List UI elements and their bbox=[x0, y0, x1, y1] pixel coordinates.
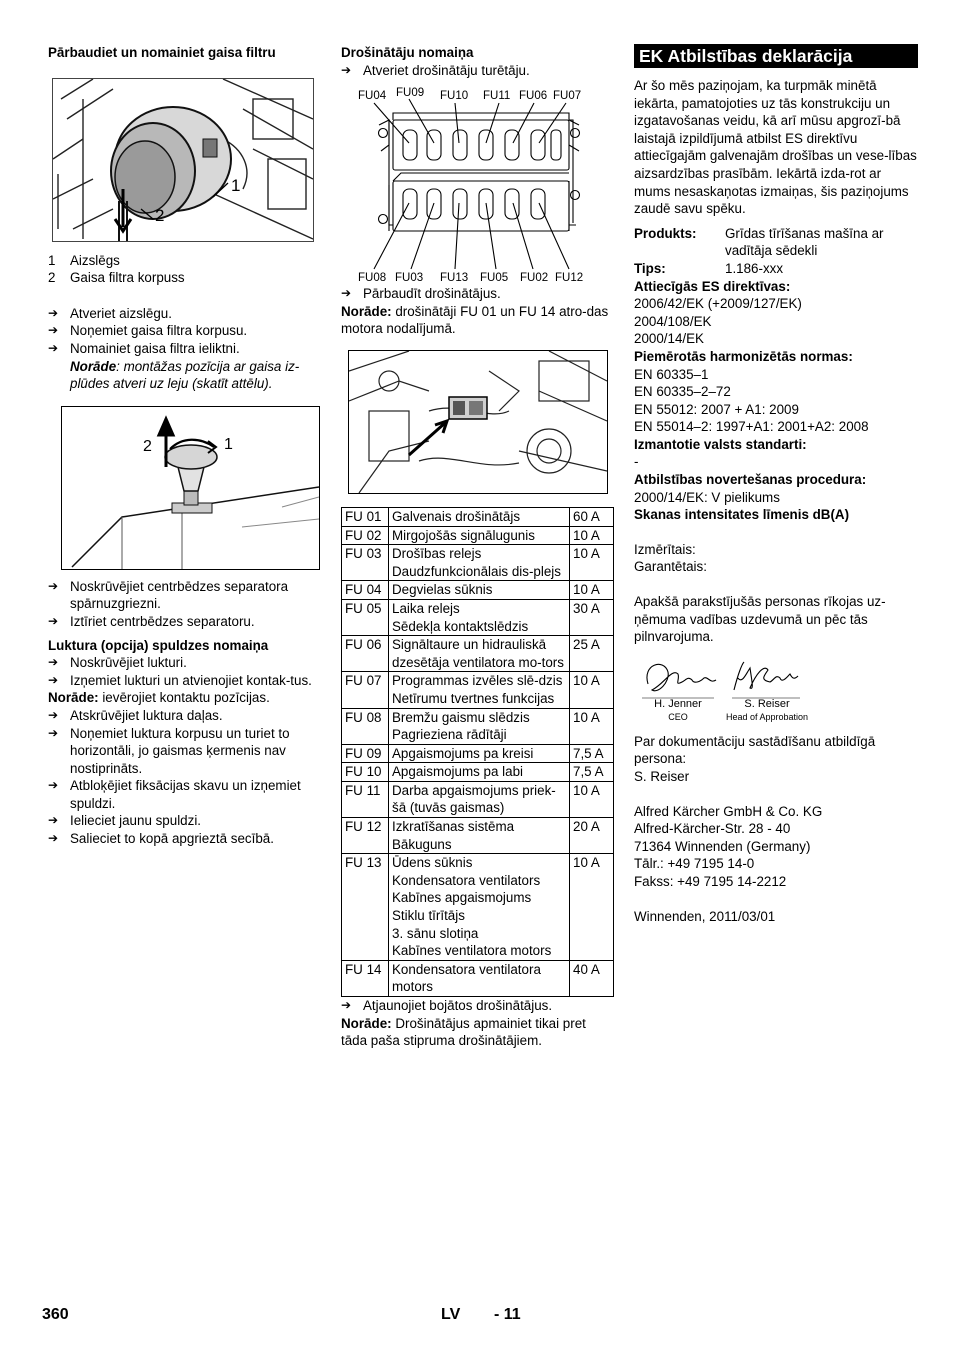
type-label: Tips: bbox=[634, 260, 666, 276]
fuse-label-fu02: FU02 bbox=[520, 272, 549, 285]
responsible-name: S. Reiser bbox=[634, 769, 690, 784]
language-code: LV bbox=[441, 1306, 461, 1323]
list-item: ➔ Ielieciet jaunu spuldzi. bbox=[48, 812, 318, 830]
signatures bbox=[634, 654, 918, 724]
signer-1 bbox=[642, 698, 714, 723]
fuse-amperage-cell: 25 A bbox=[570, 636, 614, 672]
signer-1-role: CEO bbox=[668, 711, 688, 722]
fuse-code-cell: FU 14 bbox=[342, 960, 389, 996]
signer-2-role: Head of Approbation bbox=[725, 711, 809, 722]
signature-images bbox=[634, 654, 804, 702]
list-item: ➔ Noņemiet luktura korpusu un turiet to horizontāli, jo gaismas ķermenis nav nostiprināts. bbox=[48, 725, 318, 778]
fuse-description-cell: Signāltaure un hidrauliskā dzesētāja ventilatora mo-tors bbox=[389, 636, 570, 672]
air-filter-figure bbox=[52, 78, 314, 242]
type-value: 1.186-xxx bbox=[725, 260, 784, 276]
fuse-code-cell: FU 08 bbox=[342, 708, 389, 744]
fuse-amperage-cell: 10 A bbox=[570, 581, 614, 600]
fuse-description-cell: Bremžu gaismu slēdzis Pagrieziena rādītāji bbox=[389, 708, 570, 744]
procedure-label: Atbilstības novertešanas procedura: bbox=[634, 472, 867, 488]
fuse-table bbox=[341, 507, 614, 997]
column-left bbox=[48, 44, 318, 848]
address-line: Tālr.: +49 7195 14-0 bbox=[634, 856, 755, 872]
fuse-description-cell: Kondensatora ventilatora motors bbox=[389, 960, 570, 996]
signer-1-name: H. Jenner bbox=[654, 697, 702, 710]
address-line: Alfred Kärcher GmbH & Co. KG bbox=[634, 803, 823, 819]
fuse-label-fu10: FU10 bbox=[440, 90, 469, 103]
fuse-code-cell: FU 10 bbox=[342, 763, 389, 782]
engine-compartment-figure bbox=[348, 350, 608, 494]
fuse-code-cell: FU 06 bbox=[342, 636, 389, 672]
fuse-location-note: Norāde: drošinātāji FU 01 un FU 14 atro-das motora nodalījumā. bbox=[341, 303, 609, 337]
signature-reiser bbox=[734, 662, 798, 690]
fuse-heading: Drošinātāju nomaiņa bbox=[341, 45, 474, 60]
national-standards-label: Izmantotie valsts standarti: bbox=[634, 436, 807, 452]
norm: EN 55014–2: 1997+A1: 2001+A2: 2008 bbox=[634, 419, 869, 435]
fuse-label-fu03: FU03 bbox=[395, 272, 424, 285]
signers-statement: Apakšā parakstījušās personas rīkojas uz-ņēmuma vadības uzdevumā un pēc tās pilnvarojuma. bbox=[634, 594, 886, 645]
list-item: ➔ Izņemiet lukturi un atvienojiet kontak-tus. bbox=[48, 672, 318, 690]
company-address bbox=[634, 803, 918, 891]
fig1-label-2: 2 bbox=[155, 205, 165, 225]
lamp-steps-1 bbox=[48, 654, 318, 689]
fuse-amperage-cell: 7,5 A bbox=[570, 744, 614, 763]
fuse-code-cell: FU 11 bbox=[342, 781, 389, 817]
responsible-text: Par dokumentāciju sastādīšanu atbildīgā persona: bbox=[634, 733, 876, 767]
type-row bbox=[634, 260, 918, 278]
signature-jenner bbox=[647, 664, 716, 690]
address-line: Fakss: +49 7195 14-2212 bbox=[634, 873, 787, 889]
norm: EN 55012: 2007 + A1: 2009 bbox=[634, 401, 799, 417]
fuse-code-cell: FU 02 bbox=[342, 526, 389, 545]
table-row bbox=[342, 636, 614, 672]
norm: EN 60335–2–72 bbox=[634, 384, 731, 400]
norm: EN 60335–1 bbox=[634, 366, 709, 382]
fuse-amperage-cell: 10 A bbox=[570, 781, 614, 817]
fuse-description-cell: Laika relejs Sēdekļa kontaktslēdzis bbox=[389, 599, 570, 635]
column-right bbox=[634, 44, 918, 925]
signer-2 bbox=[720, 698, 814, 723]
address-line: 71364 Winnenden (Germany) bbox=[634, 838, 811, 854]
noise-guaranteed: Garantētais: bbox=[634, 559, 707, 575]
address-line: Alfred-Kärcher-Str. 28 - 40 bbox=[634, 821, 791, 837]
fuse-amperage-cell: 20 A bbox=[570, 818, 614, 854]
table-row bbox=[342, 960, 614, 996]
list-item: ➔ Noskrūvējiet lukturi. bbox=[48, 654, 318, 672]
air-filter-steps bbox=[48, 305, 318, 358]
fuse-description-cell: Mirgojošās signālugunis bbox=[389, 526, 570, 545]
table-row bbox=[342, 763, 614, 782]
table-row bbox=[342, 744, 614, 763]
air-filter-illustration bbox=[53, 79, 313, 241]
list-item: ➔ Atbloķējiet fiksācijas skavu un izņemiet spuldzi. bbox=[48, 777, 318, 812]
product-value: Grīdas tīrīšanas mašīna ar vadītāja sēdekli bbox=[725, 225, 884, 259]
list-item: ➔ Atveriet aizslēgu. bbox=[48, 305, 318, 323]
engine-compartment-illustration bbox=[349, 351, 607, 493]
list-item: ➔ Salieciet to kopā apgrieztā secībā. bbox=[48, 830, 318, 848]
fuse-check-step bbox=[341, 285, 614, 303]
directive: 2000/14/EK bbox=[634, 331, 704, 347]
fuse-description-cell: Darba apgaismojums priek-šā (tuvās gaismas) bbox=[389, 781, 570, 817]
fuse-code-cell: FU 01 bbox=[342, 507, 389, 526]
separator-steps bbox=[48, 578, 318, 631]
fuse-table-body bbox=[342, 507, 614, 996]
fuse-label-fu12: FU12 bbox=[555, 272, 584, 285]
fuse-amperage-cell: 10 A bbox=[570, 672, 614, 708]
fuse-amperage-cell: 30 A bbox=[570, 599, 614, 635]
contacts-note: Norāde: ievērojiet kontaktu pozīcijas. bbox=[48, 690, 270, 706]
fuse-amperage-cell: 40 A bbox=[570, 960, 614, 996]
place-date: Winnenden, 2011/03/01 bbox=[634, 908, 776, 924]
list-item: ➔ Atjaunojiet bojātos drošinātājus. bbox=[341, 997, 614, 1015]
table-row bbox=[342, 818, 614, 854]
column-middle bbox=[341, 44, 614, 1050]
fuse-description-cell: Drošības relejs Daudzfunkcionālais dis-plejs bbox=[389, 545, 570, 581]
declaration-title: EK Atbilstības deklarācija bbox=[634, 44, 918, 68]
fuse-code-cell: FU 13 bbox=[342, 854, 389, 961]
fuse-amperage-cell: 10 A bbox=[570, 708, 614, 744]
fuse-description-cell: Izkratīšanas sistēma Bākuguns bbox=[389, 818, 570, 854]
table-row bbox=[342, 781, 614, 817]
list-item: ➔ Iztīriet centrbēdzes separatoru. bbox=[48, 613, 318, 631]
list-item: ➔ Atveriet drošinātāju turētāju. bbox=[341, 62, 614, 80]
fuse-description-cell: Programmas izvēles slē-dzis Netīrumu tvertnes funkcijas bbox=[389, 672, 570, 708]
fuse-description-cell: Apgaismojums pa labi bbox=[389, 763, 570, 782]
fuse-code-cell: FU 05 bbox=[342, 599, 389, 635]
fuse-box-diagram bbox=[341, 85, 614, 285]
fuse-amperage-cell: 60 A bbox=[570, 507, 614, 526]
air-filter-legend bbox=[48, 252, 318, 287]
product-row bbox=[634, 225, 918, 260]
fuse-code-cell: FU 12 bbox=[342, 818, 389, 854]
list-item: ➔ Nomainiet gaisa filtra ieliktni. bbox=[48, 340, 318, 358]
fuse-open-step bbox=[341, 62, 614, 80]
list-item: ➔ Noņemiet gaisa filtra korpusu. bbox=[48, 322, 318, 340]
fig2-label-1: 1 bbox=[224, 435, 233, 453]
separator-figure bbox=[61, 406, 320, 570]
fuse-description-cell: Apgaismojums pa kreisi bbox=[389, 744, 570, 763]
fuse-label-fu09: FU09 bbox=[396, 87, 425, 100]
procedure-value: 2000/14/EK: V pielikums bbox=[634, 489, 780, 505]
mounting-note: Norāde: montāžas pozīcija ar gaisa iz-plūdes atveri uz leju (skatīt attēlu). bbox=[70, 358, 300, 392]
fuse-amperage-cell: 10 A bbox=[570, 854, 614, 961]
table-row bbox=[342, 599, 614, 635]
fuse-label-fu06: FU06 bbox=[519, 90, 548, 103]
directive: 2006/42/EK (+2009/127/EK) bbox=[634, 296, 802, 312]
national-standards-value: - bbox=[634, 454, 639, 470]
fig1-label-1: 1 bbox=[231, 175, 241, 195]
sub-page-number: - 11 bbox=[494, 1306, 521, 1323]
norms-label: Piemērotās harmonizētās normas: bbox=[634, 348, 853, 364]
fuse-amperage-cell: 10 A bbox=[570, 526, 614, 545]
fuse-description-cell: Degvielas sūknis bbox=[389, 581, 570, 600]
fuse-box-illustration bbox=[341, 85, 614, 285]
declaration-intro: Ar šo mēs paziņojam, ka turpmāk minētā iekārta, pamatojoties uz tās konstrukciju un izgatavošanas veidu, kā arī mūsu apgrozī-bā laistajā izpildījumā atbilst ES direktīvu attiecīgajām galvenajām drošības un vese-lības aizsardzības prasībām. Iekārtā izda-rot ar mums nesaskaņotas izmaiņas, šis paziņojums zaudē savu spēku. bbox=[634, 78, 917, 217]
fuse-label-fu08: FU08 bbox=[358, 272, 387, 285]
table-row bbox=[342, 708, 614, 744]
page-number: 360 bbox=[42, 1306, 69, 1323]
fuse-description-cell: Galvenais drošinātājs bbox=[389, 507, 570, 526]
noise-label: Skanas intensitates līmenis dB(A) bbox=[634, 507, 850, 523]
fuse-label-fu13: FU13 bbox=[440, 272, 469, 285]
fuse-restore-step bbox=[341, 997, 614, 1015]
directives-label: Attiecīgās ES direktīvas: bbox=[634, 278, 791, 294]
legend-item: 2 Gaisa filtra korpuss bbox=[48, 270, 185, 286]
fig2-label-2: 2 bbox=[143, 437, 152, 455]
signer-2-name: S. Reiser bbox=[744, 697, 790, 710]
legend-item: 1 Aizslēgs bbox=[48, 252, 120, 268]
fuse-code-cell: FU 03 bbox=[342, 545, 389, 581]
fuse-amperage-cell: 10 A bbox=[570, 545, 614, 581]
fuse-amperage-cell: 7,5 A bbox=[570, 763, 614, 782]
fuse-label-fu05: FU05 bbox=[480, 272, 509, 285]
lamp-heading: Luktura (opcija) spuldzes nomaiņa bbox=[48, 637, 269, 653]
air-filter-heading: Pārbaudiet un nomainiet gaisa filtru bbox=[48, 45, 276, 60]
noise-measured: Izmērītais: bbox=[634, 541, 696, 557]
list-item: ➔ Atskrūvējiet luktura daļas. bbox=[48, 707, 318, 725]
fuse-label-fu04: FU04 bbox=[358, 90, 387, 103]
separator-illustration bbox=[62, 407, 319, 569]
fuse-replace-note: Norāde: Drošinātājus apmainiet tikai pret tāda paša stipruma drošinātājiem. bbox=[341, 1015, 586, 1049]
table-row bbox=[342, 507, 614, 526]
table-row bbox=[342, 854, 614, 961]
table-row bbox=[342, 526, 614, 545]
fuse-code-cell: FU 09 bbox=[342, 744, 389, 763]
product-label: Produkts: bbox=[634, 225, 697, 241]
directive: 2004/108/EK bbox=[634, 313, 712, 329]
fuse-code-cell: FU 04 bbox=[342, 581, 389, 600]
lamp-steps-2 bbox=[48, 707, 318, 848]
list-item: ➔ Noskrūvējiet centrbēdzes separatora spārnuzgriezni. bbox=[48, 578, 318, 613]
table-row bbox=[342, 545, 614, 581]
fuse-label-fu11: FU11 bbox=[483, 90, 511, 103]
fuse-code-cell: FU 07 bbox=[342, 672, 389, 708]
list-item: ➔ Pārbaudīt drošinātājus. bbox=[341, 285, 614, 303]
fuse-description-cell: Ūdens sūknis Kondensatora ventilators Kabīnes apgaismojums Stiklu tīrītājs 3. sānu slotiņa Kabīnes ventilatora motors bbox=[389, 854, 570, 961]
table-row bbox=[342, 672, 614, 708]
table-row bbox=[342, 581, 614, 600]
fuse-label-fu07: FU07 bbox=[553, 90, 582, 103]
